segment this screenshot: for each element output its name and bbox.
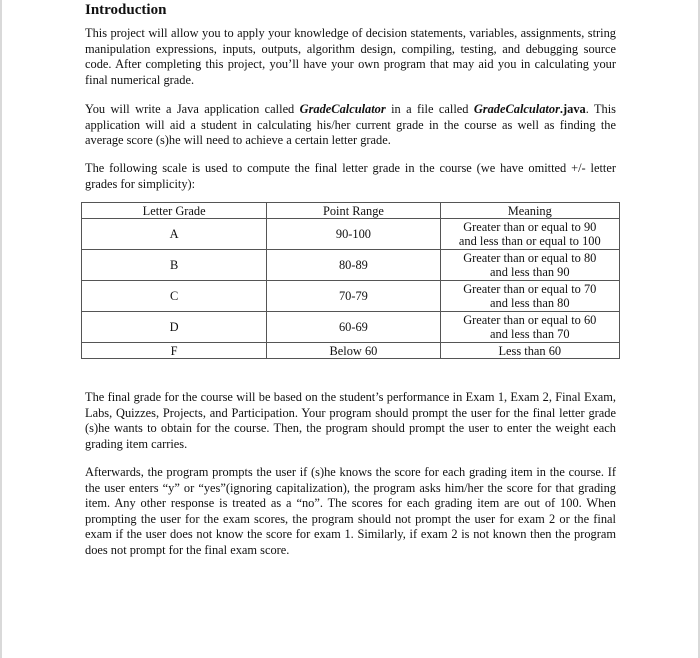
intro-paragraph: This project will allow you to apply your knowledge of decision statements, variables, assignments, string manipulation expressions, inputs, outputs, algorithm design, compiling, testing, and debugging source code. After completing this project, you’ll have your own program that may aid you in calculating your final numerical grade. xyxy=(85,26,616,87)
meaning-cell xyxy=(440,219,619,250)
meaning-line: and less than 90 xyxy=(490,265,570,279)
grade-scale-table xyxy=(81,202,620,359)
app-text-a: You will write a Java application called xyxy=(85,102,300,116)
meaning-cell: Less than 60 xyxy=(440,343,619,359)
meaning-line: and less than 70 xyxy=(490,327,570,341)
grade-cell: D xyxy=(82,312,267,343)
table-row xyxy=(82,250,620,281)
range-cell: 90-100 xyxy=(267,219,440,250)
class-name: GradeCalculator xyxy=(299,102,386,116)
afterwards-paragraph: Afterwards, the program prompts the user if (s)he knows the score for each grading item in the course. If the user enters “y” or “yes”(ignoring capitalization), the program asks him/her the score for that grading item. Any other response is treated as a “no”. The scores for each grading item are out of 100. When prompting the user for the exam scores, the program should not prompt the user for exam 2 or the final exam if the user does not know the score for exam 1. Similarly, if exam 2 is not known then the program does not prompt for the final exam score. xyxy=(85,465,616,557)
table-row xyxy=(82,281,620,312)
app-text-c: . This application will aid a student in calculating his/her current grade in the course as well as finding the average score (s)he will need to achieve a certain letter grade. xyxy=(85,102,617,148)
file-extension: .java xyxy=(559,102,586,116)
meaning-cell xyxy=(440,312,619,343)
range-cell: 70-79 xyxy=(267,281,440,312)
meaning-cell xyxy=(440,250,619,281)
final-grade-paragraph: The final grade for the course will be based on the student’s performance in Exam 1, Exam 2, Final Exam, Labs, Quizzes, Projects, and Participation. Your program should prompt the user for the final letter grade (s)he wants to obtain for the course. Then, the program should prompt the user to enter the weight each grading item carries. xyxy=(85,390,616,451)
header-meaning: Meaning xyxy=(440,203,619,219)
range-cell: 60-69 xyxy=(267,312,440,343)
scale-paragraph: The following scale is used to compute the final letter grade in the course (we have omitted +/- letter grades for simplicity): xyxy=(85,161,616,191)
section-heading: Introduction xyxy=(85,2,167,18)
meaning-line: Greater than or equal to 60 xyxy=(463,313,597,327)
grade-cell: C xyxy=(82,281,267,312)
range-cell: 80-89 xyxy=(267,250,440,281)
range-cell: Below 60 xyxy=(267,343,440,359)
file-name: GradeCalculator xyxy=(473,102,560,116)
meaning-line: and less than 80 xyxy=(490,296,570,310)
app-text-b: in a file called xyxy=(385,102,474,116)
grade-cell: F xyxy=(82,343,267,359)
table-row xyxy=(82,219,620,250)
grade-cell: A xyxy=(82,219,267,250)
table-row xyxy=(82,312,620,343)
grade-cell: B xyxy=(82,250,267,281)
table-header-row xyxy=(82,203,620,219)
meaning-line: Greater than or equal to 90 xyxy=(463,220,597,234)
table-row xyxy=(82,343,620,359)
meaning-line: Greater than or equal to 80 xyxy=(463,251,597,265)
meaning-line: and less than or equal to 100 xyxy=(458,234,601,248)
header-point-range: Point Range xyxy=(267,203,440,219)
header-letter-grade: Letter Grade xyxy=(82,203,267,219)
meaning-cell xyxy=(440,281,619,312)
application-paragraph xyxy=(85,102,616,149)
left-border xyxy=(0,0,2,658)
meaning-line: Greater than or equal to 70 xyxy=(463,282,597,296)
